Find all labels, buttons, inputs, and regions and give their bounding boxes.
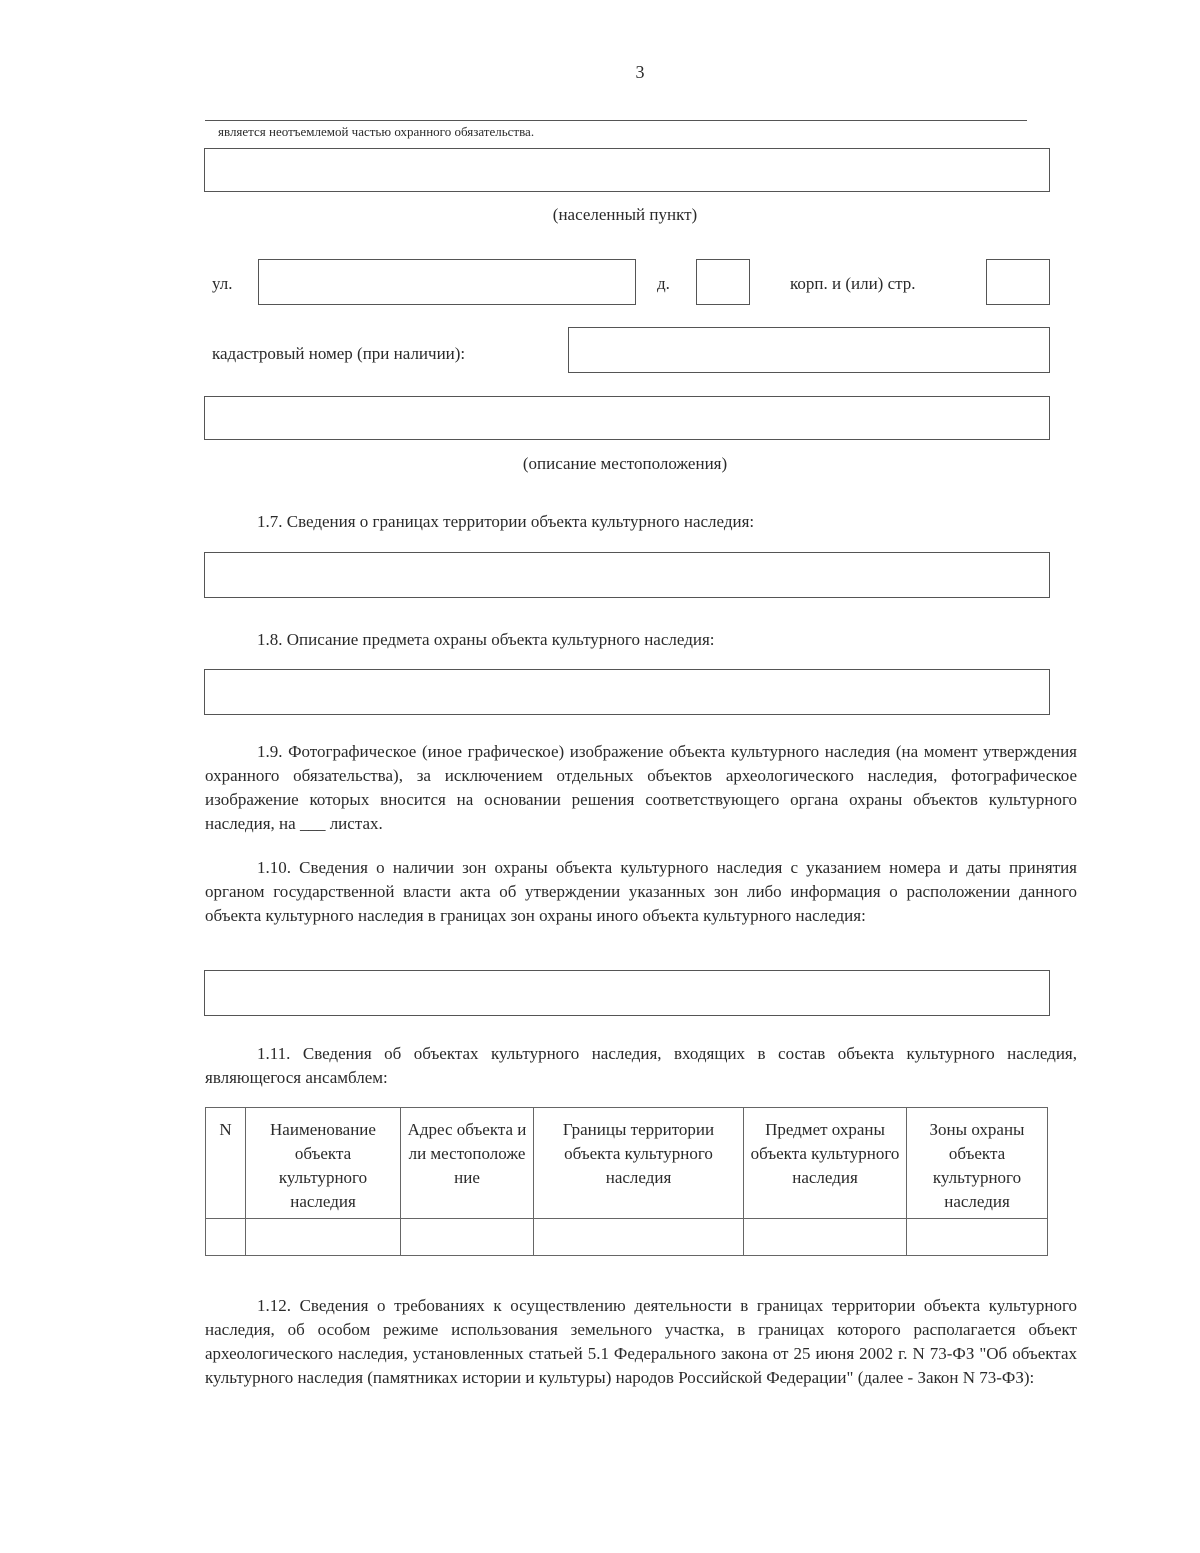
section-1-9: 1.9. Фотографическое (иное графическое) изображение объекта культурного наследия (на момент утверждения охранного обязательства), за исключением отдельных объектов археологического наследия, фотографическое изображение которых вносится на основании решения соответствующего органа охраны объектов культурного наследия, на ___ листах. — [205, 742, 1077, 833]
col-protection-subject: Предмет охраны объекта культурного наследия — [744, 1108, 907, 1219]
house-field[interactable] — [696, 259, 750, 305]
street-field[interactable] — [258, 259, 636, 305]
table-cell[interactable] — [401, 1219, 534, 1256]
section-1-11: 1.11. Сведения об объектах культурного наследия, входящих в состав объекта культурного наследия, являющегося ансамблем: — [205, 1044, 1077, 1087]
section-1-8: 1.8. Описание предмета охраны объекта культурного наследия: — [257, 630, 715, 649]
building-label: корп. и (или) стр. — [790, 274, 916, 293]
street-label: ул. — [212, 274, 233, 293]
table-cell[interactable] — [534, 1219, 744, 1256]
col-name: Наименование объекта культурного наследия — [246, 1108, 401, 1219]
table-cell[interactable] — [907, 1219, 1048, 1256]
col-boundaries: Границы территории объекта культурного наследия — [534, 1108, 744, 1219]
col-number: N — [206, 1108, 246, 1219]
top-rule — [205, 120, 1027, 121]
house-label: д. — [657, 274, 670, 293]
location-caption: (описание местоположения) — [522, 454, 728, 473]
settlement-caption: (населенный пункт) — [552, 205, 698, 224]
table-cell[interactable] — [206, 1219, 246, 1256]
location-field[interactable] — [204, 396, 1050, 440]
table-header-row — [206, 1108, 1048, 1219]
section-1-12: 1.12. Сведения о требованиях к осуществлению деятельности в границах территории объекта культурного наследия, об особом режиме использования земельного участка, в границах которого располагается объект археологического наследия, установленных статьей 5.1 Федерального закона от 25 июня 2002 г. N 73-ФЗ "Об объектах культурного наследия (памятниках истории и культуры) народов Российской Федерации" (далее - Закон N 73-ФЗ): — [205, 1296, 1077, 1387]
table-cell[interactable] — [246, 1219, 401, 1256]
cadastral-field[interactable] — [568, 327, 1050, 373]
ensemble-objects-table — [205, 1107, 1048, 1256]
table-cell[interactable] — [744, 1219, 907, 1256]
section-1-7: 1.7. Сведения о границах территории объекта культурного наследия: — [257, 512, 755, 531]
protection-zones-field[interactable] — [204, 970, 1050, 1016]
col-protection-zones: Зоны охраны объекта культурного наследия — [907, 1108, 1048, 1219]
protection-subject-field[interactable] — [204, 669, 1050, 715]
intro-text: является неотъемлемой частью охранного обязательства. — [218, 124, 535, 139]
col-address: Адрес объекта или местоположение — [401, 1108, 534, 1219]
settlement-field[interactable] — [204, 148, 1050, 192]
table-row — [206, 1219, 1048, 1256]
building-field[interactable] — [986, 259, 1050, 305]
page-number: 3 — [635, 62, 645, 82]
section-1-10: 1.10. Сведения о наличии зон охраны объекта культурного наследия с указанием номера и даты принятия органом государственной власти акта об утверждении указанных зон либо информация о расположении данного объекта культурного наследия в границах зон охраны иного объекта культурного наследия: — [205, 858, 1077, 925]
boundaries-field[interactable] — [204, 552, 1050, 598]
cadastral-label: кадастровый номер (при наличии): — [212, 344, 466, 363]
